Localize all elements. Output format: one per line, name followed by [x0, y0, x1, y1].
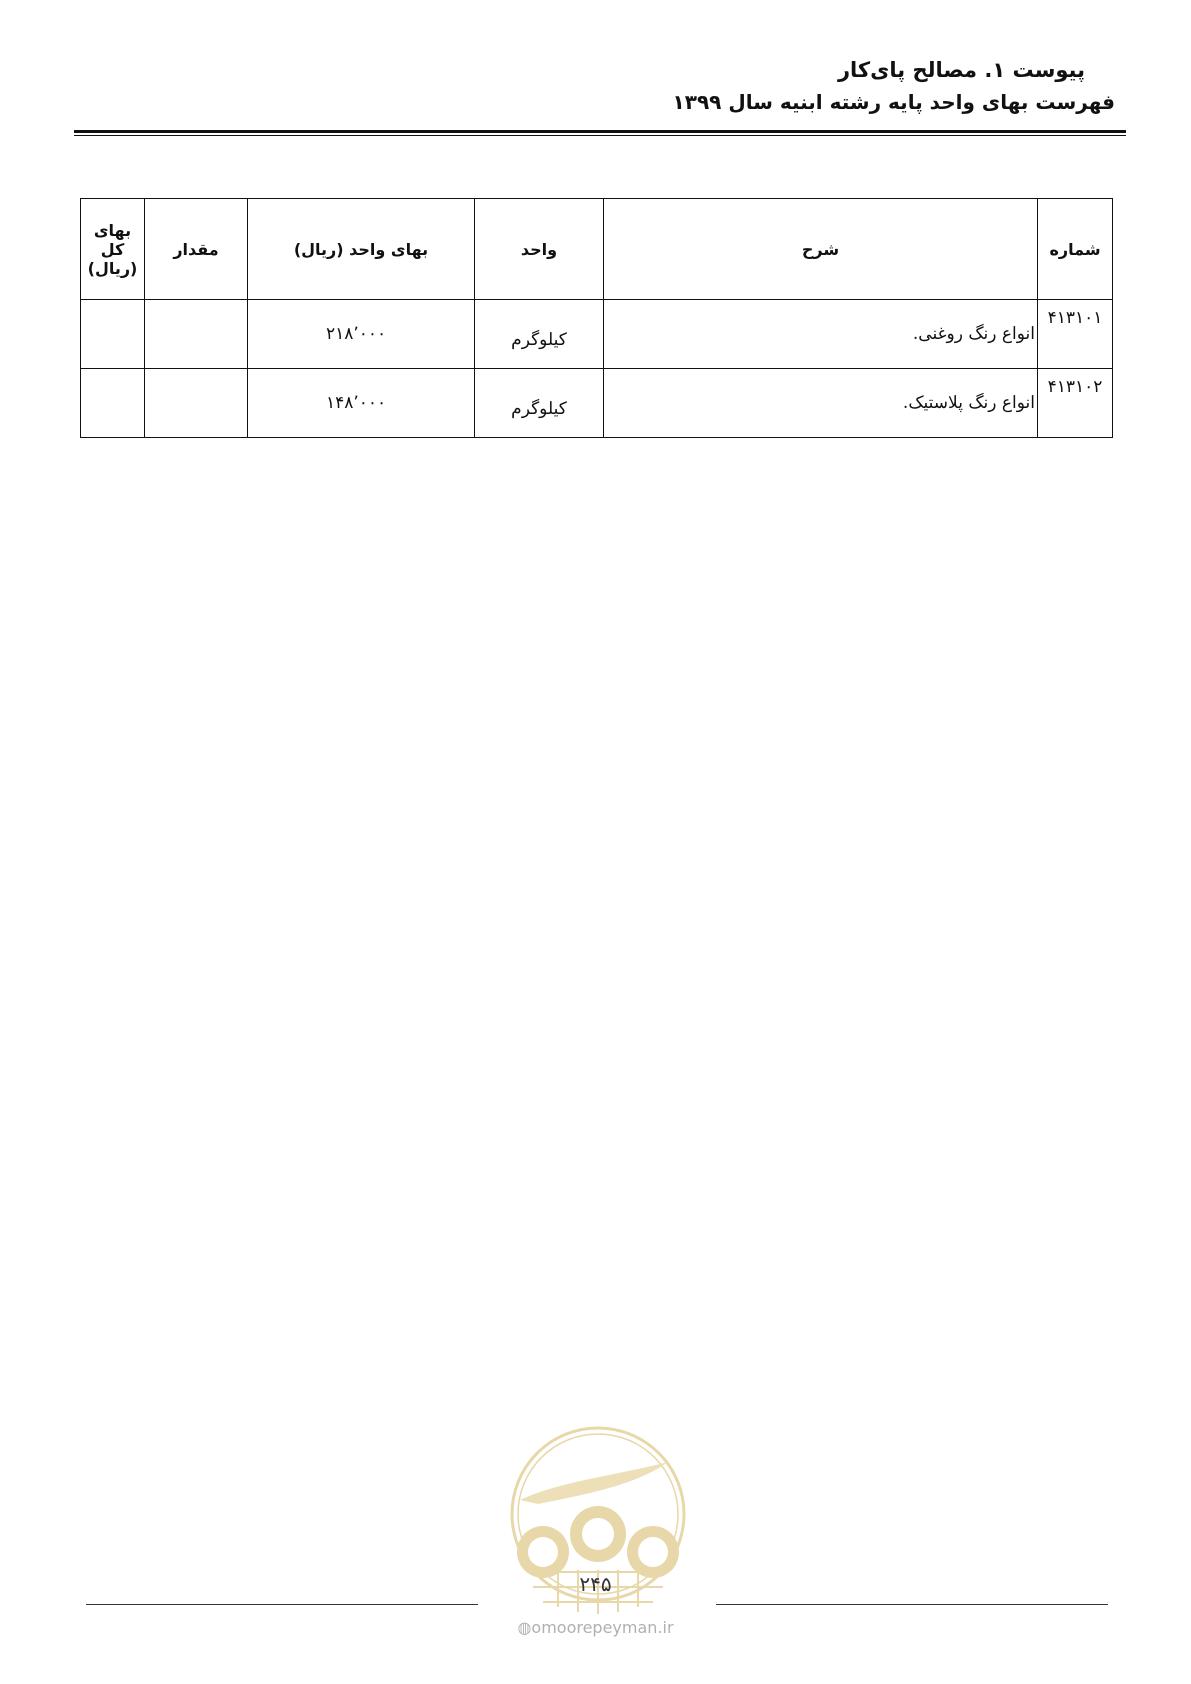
page-header: [673, 58, 1115, 114]
column-header-quantity: مقدار: [145, 199, 248, 300]
table-row: [81, 300, 1113, 369]
footer-rule: [716, 1604, 1108, 1605]
cell-unit: کیلوگرم: [475, 300, 604, 369]
cell-total-price: [81, 300, 145, 369]
column-header-number: شماره: [1038, 199, 1113, 300]
header-rule-thin: [74, 135, 1126, 136]
cell-total-price: [81, 369, 145, 438]
cell-quantity: [145, 369, 248, 438]
cell-number: ۴۱۳۱۰۲: [1038, 369, 1113, 438]
cell-number: ۴۱۳۱۰۱: [1038, 300, 1113, 369]
cell-unit-price: ۱۴۸٬۰۰۰: [248, 369, 475, 438]
column-header-unit-price: بهای واحد (ریال): [248, 199, 475, 300]
globe-icon: ◍: [517, 1618, 532, 1637]
watermark-logo-icon: [498, 1422, 698, 1632]
cell-description: انواع رنگ پلاستیک.: [604, 369, 1038, 438]
price-list-title: فهرست بهای واحد پایه رشته ابنیه سال ۱۳۹۹: [672, 90, 1115, 114]
cell-quantity: [145, 300, 248, 369]
cell-unit: کیلوگرم: [475, 369, 604, 438]
price-table: [80, 198, 1113, 438]
website-watermark: [0, 1618, 1191, 1637]
footer-rule: [86, 1604, 478, 1605]
appendix-title: پیوست ۱. مصالح پای‌کار: [837, 58, 1085, 82]
column-header-description: شرح: [604, 199, 1038, 300]
column-header-total-price: بهای کل (ریال): [81, 199, 145, 300]
website-url: omoorepeyman.ir: [531, 1618, 674, 1637]
table-row: [81, 369, 1113, 438]
cell-unit-price: ۲۱۸٬۰۰۰: [248, 300, 475, 369]
cell-description: انواع رنگ روغنی.: [604, 300, 1038, 369]
header-rule: [74, 130, 1126, 133]
page-number: ۲۴۵: [579, 1572, 612, 1596]
table-header-row: [81, 199, 1113, 300]
column-header-unit: واحد: [475, 199, 604, 300]
